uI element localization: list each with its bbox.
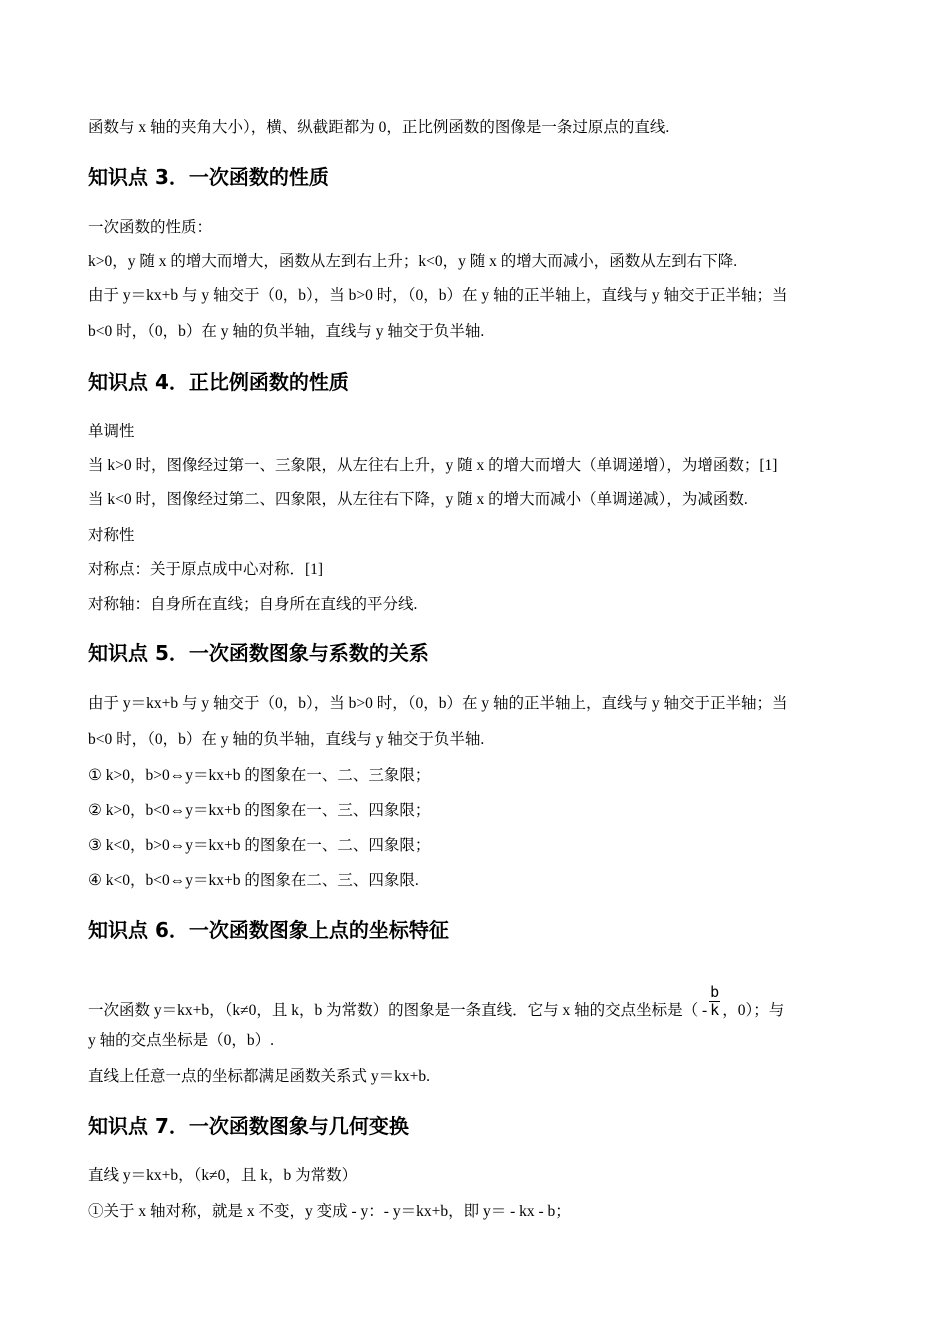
paragraph: 单调性 [88, 423, 135, 440]
paragraph: 由于 y＝kx+b 与 y 轴交于（0，b），当 b>0 时，（0，b）在 y 轴的正半轴上，直线与 y 轴交于正半轴；当 [88, 287, 788, 304]
text: ，0）；与 [722, 1002, 785, 1020]
paragraph: 当 k>0 时，图像经过第一、三象限，从左往右上升，y 随 x 的增大而增大（单调递增），为增函数；[1] [88, 457, 778, 474]
list-item: ② k>0，b<0⇔y＝kx+b 的图象在一、三、四象限； [88, 802, 431, 819]
fraction-numerator: b [710, 983, 720, 1001]
paragraph: 由于 y＝kx+b 与 y 轴交于（0，b），当 b>0 时，（0，b）在 y 轴的正半轴上，直线与 y 轴交于正半轴；当 [88, 695, 788, 712]
paragraph: 对称性 [88, 527, 135, 544]
section-heading: 知识点 7．一次函数图象与几何变换 [88, 1114, 409, 1138]
paragraph: 一次函数的性质： [88, 219, 213, 236]
list-item: ①关于 x 轴对称，就是 x 不变，y 变成 - y：- y＝kx+b，即 y＝ - kx - b； [88, 1203, 571, 1220]
section-heading: 知识点 5．一次函数图象与系数的关系 [88, 641, 429, 665]
paragraph: y 轴的交点坐标是（0，b）. [88, 1032, 275, 1049]
paragraph: b<0 时，（0，b）在 y 轴的负半轴，直线与 y 轴交于负半轴. [88, 731, 485, 748]
paragraph: b<0 时，（0，b）在 y 轴的负半轴，直线与 y 轴交于负半轴. [88, 323, 485, 340]
paragraph-with-fraction [88, 983, 785, 1029]
list-item: ③ k<0，b>0⇔y＝kx+b 的图象在一、二、四象限； [88, 837, 431, 854]
paragraph: 函数与 x 轴的夹角大小），横、纵截距都为 0，正比例函数的图像是一条过原点的直线. [88, 119, 670, 136]
paragraph: 直线上任意一点的坐标都满足函数关系式 y＝kx+b. [88, 1068, 430, 1085]
paragraph: 对称轴：自身所在直线；自身所在直线的平分线. [88, 596, 418, 613]
section-heading: 知识点 6．一次函数图象上点的坐标特征 [88, 918, 449, 942]
fraction-denominator: k [710, 1001, 720, 1019]
section-heading: 知识点 3．一次函数的性质 [88, 165, 329, 189]
paragraph: 当 k<0 时，图像经过第二、四象限，从左往右下降，y 随 x 的增大而减小（单调递减），为减函数. [88, 491, 748, 508]
text: 一次函数 y＝kx+b，（k≠0，且 k，b 为常数）的图象是一条直线．它与 x 轴的交点坐标是（ - [88, 1002, 708, 1020]
paragraph: 对称点：关于原点成中心对称．[1] [88, 561, 324, 578]
paragraph: 直线 y＝kx+b，（k≠0，且 k，b 为常数） [88, 1167, 358, 1184]
fraction [709, 984, 720, 1019]
list-item: ① k>0，b>0⇔y＝kx+b 的图象在一、二、三象限； [88, 767, 431, 784]
paragraph: k>0，y 随 x 的增大而增大，函数从左到右上升；k<0，y 随 x 的增大而减小，函数从左到右下降. [88, 253, 738, 270]
section-heading: 知识点 4．正比例函数的性质 [88, 370, 349, 394]
list-item: ④ k<0，b<0⇔y＝kx+b 的图象在二、三、四象限. [88, 872, 419, 889]
